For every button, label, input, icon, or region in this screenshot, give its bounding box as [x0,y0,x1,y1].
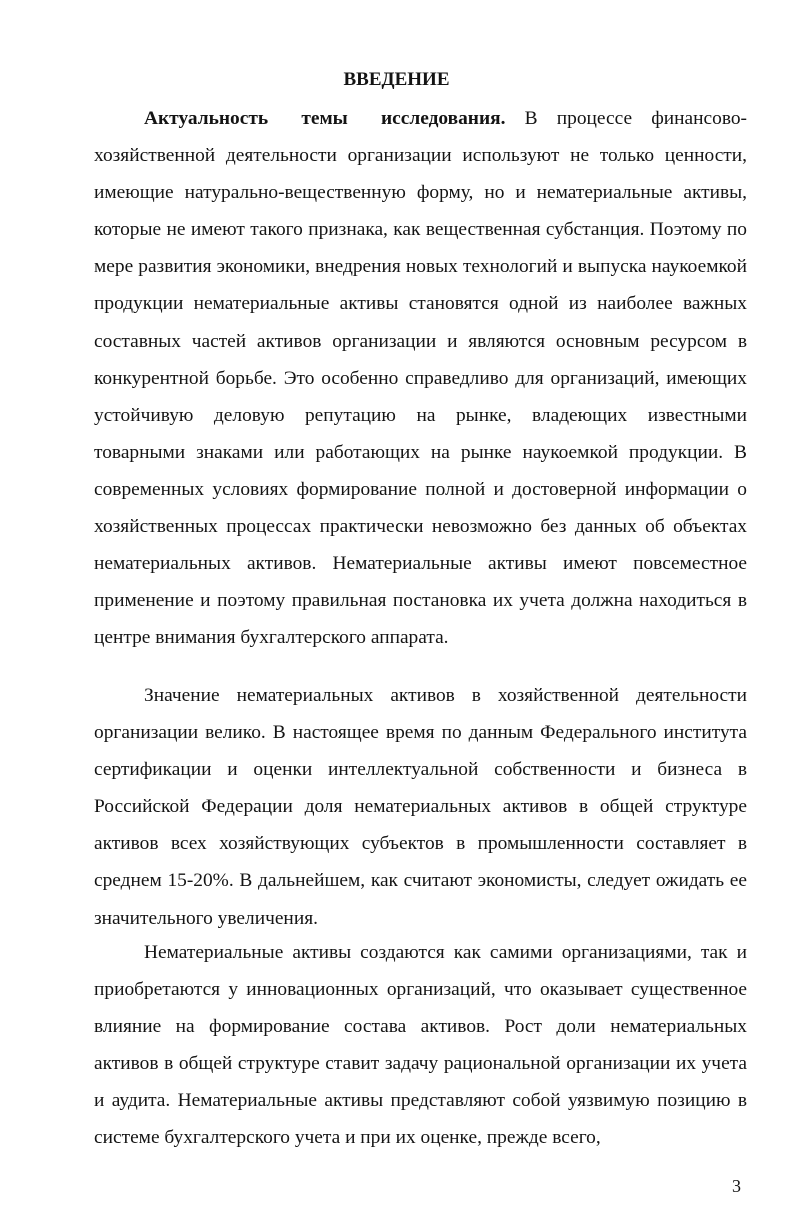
paragraph-significance [94,677,747,937]
paragraph-significance-text: Значение нематериальных активов в хозяйственной деятельности организации велико. В настоящее время по данным Федерального института сертификации и оценки интеллектуальной собственности и бизнеса в Российской Федерации доля нематериальных активов в общей структуре активов всех хозяйствующих субъектов в промышленности составляет в среднем 15-20%. В дальнейшем, как считают экономисты, следует ожидать ее значительного увеличения. [94,685,747,929]
paragraph-relevance [94,100,747,656]
paragraph-creation [94,934,747,1157]
page-heading: ВВЕДЕНИЕ [343,69,450,90]
relevance-lead-phrase: Актуальность темы исследования. [144,108,506,129]
paragraph-creation-text: Нематериальные активы создаются как самими организациями, так и приобретаются у инновационных организаций, что оказывает существенное влияние на формирование состава активов. Рост доли нематериальных активов в общей структуре ставит задачу рациональной организации их учета и аудита. Нематериальные активы представляют собой уязвимую позицию в системе бухгалтерского учета и при их оценке, прежде всего, [94,942,747,1149]
paragraph-relevance-text: В процессе финансово-хозяйственной деятельности организации используют не только ценности, имеющие натурально-вещественную форму, но и нематериальные активы, которые не имеют такого признака, как вещественная субстанция. Поэтому по мере развития экономики, внедрения новых технологий и выпуска наукоемкой продукции нематериальные активы становятся одной из наиболее важных составных частей активов организации и являются основным ресурсом в конкурентной борьбе. Это особенно справедливо для организаций, имеющих устойчивую деловую репутацию на рынке, владеющих известными товарными знаками или работающих на рынке наукоемкой продукции. В современных условиях формирование полной и достоверной информации о хозяйственных процессах практически невозможно без данных об объектах нематериальных активов. Нематериальные активы имеют повсеместное применение и поэтому правильная постановка их учета должна находиться в центре внимания бухгалтерского аппарата. [94,108,748,649]
page-number: 3 [732,1176,741,1196]
